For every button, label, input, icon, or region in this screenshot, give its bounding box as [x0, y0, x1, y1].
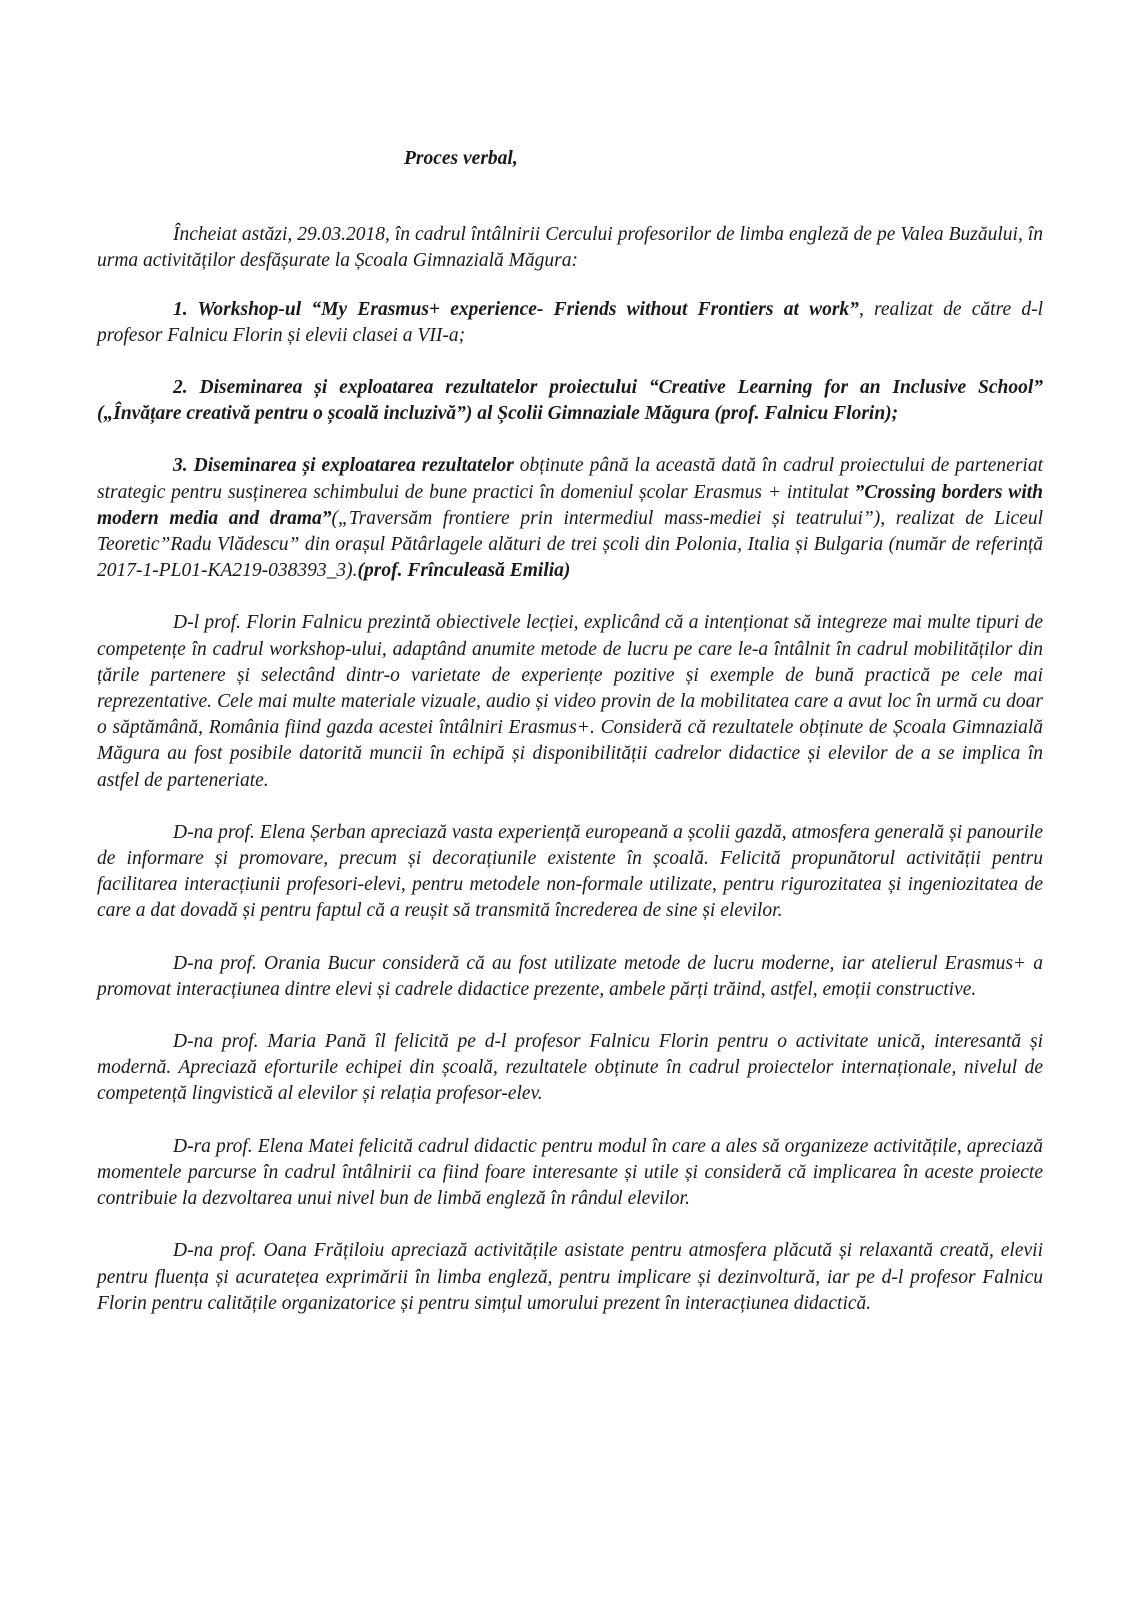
agenda-item-2 [97, 375, 1043, 427]
agenda-item-2-title: 2. Diseminarea și exploatarea rezultatelor proiectului “Creative Learning for an Inclusive School” („Învățare creativă pentru o școală incluzivă”) al Școlii Gimnaziale Măgura (prof. Falnicu Florin); [97, 377, 1043, 425]
minutes-paragraph-fratiloiu: D-na prof. Oana Frățiloiu apreciază activitățile asistate pentru atmosfera plăcută și relaxantă creată, elevii pentru fluența și acuratețea exprimării în limba engleză, pentru implicare și dezinvoltură, iar pe d-l profesor Falnicu Florin pentru calitățile organizatorice și pentru simțul umorului prezent în interacțiunea didactică. [97, 1240, 1043, 1314]
document-title: Proces verbal, [404, 148, 518, 169]
minutes-paragraph-matei: D-ra prof. Elena Matei felicită cadrul didactic pentru modul în care a ales să organizeze activitățile, apreciază momentele parcurse în cadrul întâlnirii ca fiind foare interesante și utile și consideră că implicarea în aceste proiecte contribuie la dezvoltarea unui nivel bun de limbă engleză în rândul elevilor. [97, 1135, 1043, 1210]
agenda-item-3 [97, 453, 1043, 584]
agenda-item-3-text: obținute până la această dată în cadrul proiectului de parteneriat strategic pentru susținerea schimbului de bune practici în domeniul școlar Erasmus + intitulat [97, 455, 1044, 503]
agenda-item-3-title: 3. Diseminarea și exploatarea rezultatelor [173, 455, 514, 477]
intro-paragraph: Încheiat astăzi, 29.03.2018, în cadrul întâlnirii Cercului profesorilor de limba engleză de pe Valea Buzăului, în urma activităților desfășurate la Școala Gimnazială Măgura: [97, 224, 1043, 272]
agenda-item-1-title: 1. Workshop-ul “My Erasmus+ experience- Friends without Frontiers at work” [173, 298, 859, 320]
agenda-item-3-responsible: (prof. Frînculeasă Emilia) [357, 560, 571, 582]
minutes-paragraph-pana: D-na prof. Maria Pană îl felicită pe d-l profesor Falnicu Florin pentru o activitate unică, interesantă și modernă. Apreciază eforturile echipei din școală, rezultatele obținute în cadrul proiectelor internaționale, nivelul de competență lingvistică al elevilor și relația profesor-elev. [97, 1031, 1043, 1105]
agenda-item-3-project-title: ”Crossing borders with modern media and drama” [97, 481, 1043, 529]
minutes-paragraph-serban: D-na prof. Elena Șerban apreciază vasta experiență europeană a școlii gazdă, atmosfera generală și panourile de informare și promovare, precum și decorațiunile existente în școală. Felicită propunătorul activității pentru facilitarea interacțiunii profesori-elevi, pentru metodele non-formale utilizate, pentru rigurozitatea și ingeniozitatea de care a dat dovadă și pentru faptul că a reușit să transmită încrederea de sine și elevilor. [97, 821, 1043, 922]
agenda-item-3-details: („Traversăm frontiere prin intermediul mass-mediei și teatrului”), realizat de Liceul Teoretic”Radu Vlădescu” din orașul Pătârlagele alături de trei școli din Polonia, Italia și Bulgaria (număr de referință 2017-1-PL01-KA219-038393_3). [97, 507, 1044, 582]
minutes-paragraph-bucur: D-na prof. Orania Bucur consideră că au fost utilizate metode de lucru moderne, iar atelierul Erasmus+ a promovat interacțiunea dintre elevi și cadrele didactice prezente, ambele părți trăind, astfel, emoții constructive. [97, 952, 1043, 1000]
agenda-item-1-text: , realizat de către d-l profesor Falnicu Florin și elevii clasei a VII-a; [97, 298, 1043, 346]
minutes-paragraph-falnicu: D-l prof. Florin Falnicu prezintă obiectivele lecției, explicând că a intenționat să integreze mai multe tipuri de competențe în cadrul workshop-ului, adaptând anumite metode de lucru pe care le-a întâlnit în cadrul mobilităților din țările partenere și selectând dintr-o varietate de experiențe pozitive și exemple de bună practică pe cele mai reprezentative. Cele mai multe materiale vizuale, audio și video provin de la mobilitatea care a avut loc în urmă cu doar o săptămână, România fiind gazda acestei întâlniri Erasmus+. Consideră că rezultatele obținute de Școala Gimnazială Măgura au fost posibile datorită muncii în echipă și disponibilității cadrelor didactice și elevilor de a se implica în astfel de parteneriate. [97, 612, 1043, 791]
agenda-item-1 [97, 297, 1043, 349]
